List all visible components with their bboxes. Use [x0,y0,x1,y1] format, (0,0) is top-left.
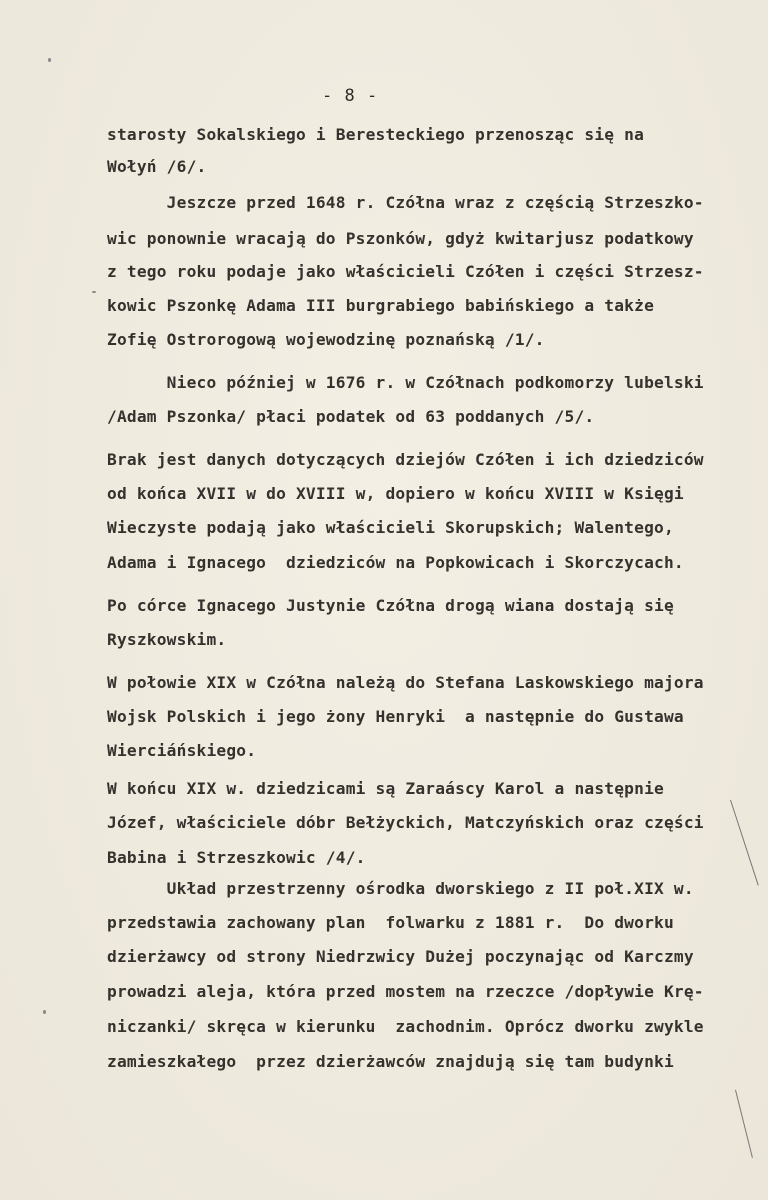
text-line: przedstawia zachowany plan folwarku z 1881 r. Do dworku [107,913,674,932]
margin-pencil-mark [730,800,759,886]
page-number: - 8 - [322,86,379,106]
paper-speck [92,291,96,293]
text-line: niczanki/ skręca w kierunku zachodnim. Oprócz dworku zwykle [107,1017,704,1036]
text-line: Adama i Ignacego dziedziców na Popkowicach i Skorczycach. [107,553,684,572]
text-line: Układ przestrzenny ośrodka dworskiego z II poł.XIX w. [107,879,694,898]
text-line: Jeszcze przed 1648 r. Czółna wraz z częścią Strzeszko- [107,193,704,212]
text-line: prowadzi aleja, która przed mostem na rzeczce /dopływie Krę- [107,982,704,1001]
text-line: Zofię Ostrorogową wojewodzinę poznańską /1/. [107,330,545,349]
text-line: od końca XVII w do XVIII w, dopiero w końcu XVIII w Księgi [107,484,684,503]
paper-speck [43,1010,46,1014]
text-line: Brak jest danych dotyczących dziejów Czółen i ich dziedziców [107,450,704,469]
text-line: /Adam Pszonka/ płaci podatek od 63 poddanych /5/. [107,407,595,426]
text-line: z tego roku podaje jako właścicieli Czółen i części Strzesz- [107,262,704,281]
paper-speck [48,58,51,62]
margin-pencil-mark [735,1090,753,1158]
text-line: W połowie XIX w Czółna należą do Stefana Laskowskiego majora [107,673,704,692]
text-line: Wojsk Polskich i jego żony Henryki a następnie do Gustawa [107,707,684,726]
text-line: W końcu XIX w. dziedzicami są Zaraáscy Karol a następnie [107,779,664,798]
text-line: Wieczyste podają jako właścicieli Skorupskich; Walentego, [107,518,674,537]
text-line: Nieco później w 1676 r. w Czółnach podkomorzy lubelski [107,373,704,392]
text-line: Ryszkowskim. [107,630,227,649]
text-line: Józef, właściciele dóbr Bełżyckich, Matczyńskich oraz części [107,813,704,832]
text-line: Wołyń /6/. [107,157,207,176]
text-line: Po córce Ignacego Justynie Czółna drogą wiana dostają się [107,596,674,615]
text-line: Wierciáńskiego. [107,741,257,760]
text-line: wic ponownie wracają do Pszonków, gdyż kwitarjusz podatkowy [107,229,694,248]
text-line: dzierżawcy od strony Niedrzwicy Dużej poczynając od Karczmy [107,947,694,966]
text-line: zamieszkałego przez dzierżawców znajdują się tam budynki [107,1052,674,1071]
text-line: starosty Sokalskiego i Beresteckiego przenosząc się na [107,125,645,144]
text-line: kowic Pszonkę Adama III burgrabiego babińskiego a także [107,296,655,315]
text-line: Babina i Strzeszkowic /4/. [107,848,366,867]
